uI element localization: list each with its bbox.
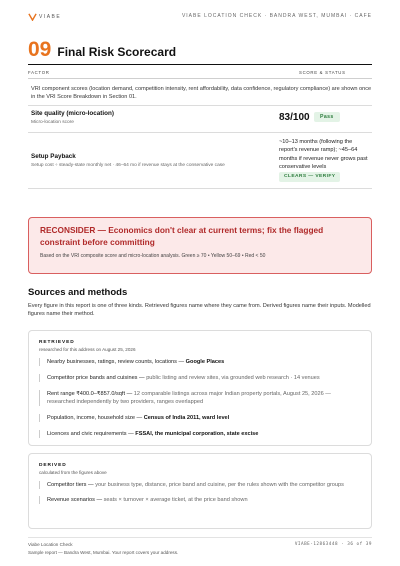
- payback-status: [279, 138, 371, 182]
- column-header-score: SCORE & STATUS: [299, 70, 346, 75]
- card-label: RETRIEVED: [39, 340, 75, 345]
- footer-sample-note: Sample report — Bandra West, Mumbai. Your report covers your address.: [28, 550, 179, 555]
- page-footer: [28, 537, 372, 557]
- sources-intro: Every figure in this report is one of three kinds. Retrieved figures name where they came from. Derived figures name their inputs. Modelled figures name their method.: [28, 303, 371, 318]
- list-item: Competitor price bands and cuisines — public listing and review sites, via grounded web research · 14 venues: [39, 374, 357, 382]
- list-item: Licences and civic requirements — FSSAI, the municipal corporation, state excise: [39, 430, 357, 438]
- derived-sources-card: [28, 453, 372, 529]
- footer-product-name: Viabe Location Check: [28, 542, 73, 547]
- section-heading: [28, 38, 176, 62]
- payback-status-text: ~10–13 months (following the report's revenue ramp); ~45–64 months if revenue never grows past conservative levels: [279, 139, 368, 171]
- table-header: [28, 64, 372, 79]
- footer-page-number: VIABE-12863448 · 36 of 39: [294, 542, 372, 547]
- list-item: Rent range ₹400.0–₹857.0/sqft — 12 comparable listings across major Indian property portals, August 25, 2026 — researched independently by two providers, ranges overlapped: [39, 390, 357, 406]
- derived-source-list: [39, 481, 357, 511]
- section-number: 09: [28, 38, 52, 61]
- table-row-site-quality: [28, 106, 372, 133]
- factor-name: Setup Payback: [31, 153, 76, 160]
- logo-text: VIABE: [39, 13, 62, 20]
- reconsider-alert-box: [28, 217, 372, 274]
- viabe-logo: [28, 12, 61, 21]
- factor-name: Site quality (micro-location): [31, 110, 114, 117]
- alert-title: RECONSIDER — Economics don't clear at current terms; fix the flagged constraint before committing: [40, 225, 324, 247]
- card-sublabel: researched for this address on August 25, 2026: [39, 347, 136, 352]
- card-sublabel: calculated from the figures above: [39, 470, 107, 475]
- list-item: Population, income, household size — Census of India 2011, ward level: [39, 414, 357, 422]
- list-item: Nearby businesses, ratings, review counts, locations — Google Places: [39, 358, 357, 366]
- retrieved-sources-card: [28, 330, 372, 446]
- alert-scale-note: Based on the VRI composite score and micro-location analysis. Green ≥ 70 • Yellow 50–69 • Red < 50: [40, 253, 266, 259]
- pass-status-badge: Pass: [314, 112, 340, 122]
- factor-description: Setup cost ÷ steady-state monthly net · 46–64 mo if revenue stays at the conservative case: [31, 163, 225, 168]
- clears-verify-badge: CLEARS — VERIFY: [279, 172, 340, 182]
- table-row-setup-payback: [28, 133, 372, 189]
- table-intro-note: VRI component scores (location demand, competition intensity, rent affordability, data confidence, regulatory compliance) are shown once in the VRI Score Breakdown in Section 01.: [28, 79, 372, 106]
- site-score-value: 83/100: [279, 112, 310, 123]
- header-report-context: VIABE LOCATION CHECK · BANDRA WEST, MUMBAI · CAFE: [181, 13, 372, 19]
- sources-heading: Sources and methods: [28, 287, 128, 298]
- card-label: DERIVED: [39, 463, 67, 468]
- section-title: Final Risk Scorecard: [57, 45, 177, 59]
- list-item: Competitor tiers — your business type, distance, price band and cuisine, per the rules shown with the competitor groups: [39, 481, 357, 489]
- viabe-logo-icon: [28, 12, 37, 21]
- retrieved-source-list: [39, 358, 357, 446]
- factor-description: Micro-location score: [31, 120, 74, 125]
- risk-scorecard-table: [28, 64, 372, 189]
- column-header-factor: FACTOR: [28, 70, 50, 75]
- page-header: [28, 12, 372, 24]
- list-item: Revenue scenarios — seats × turnover × average ticket, at the price band shown: [39, 496, 357, 504]
